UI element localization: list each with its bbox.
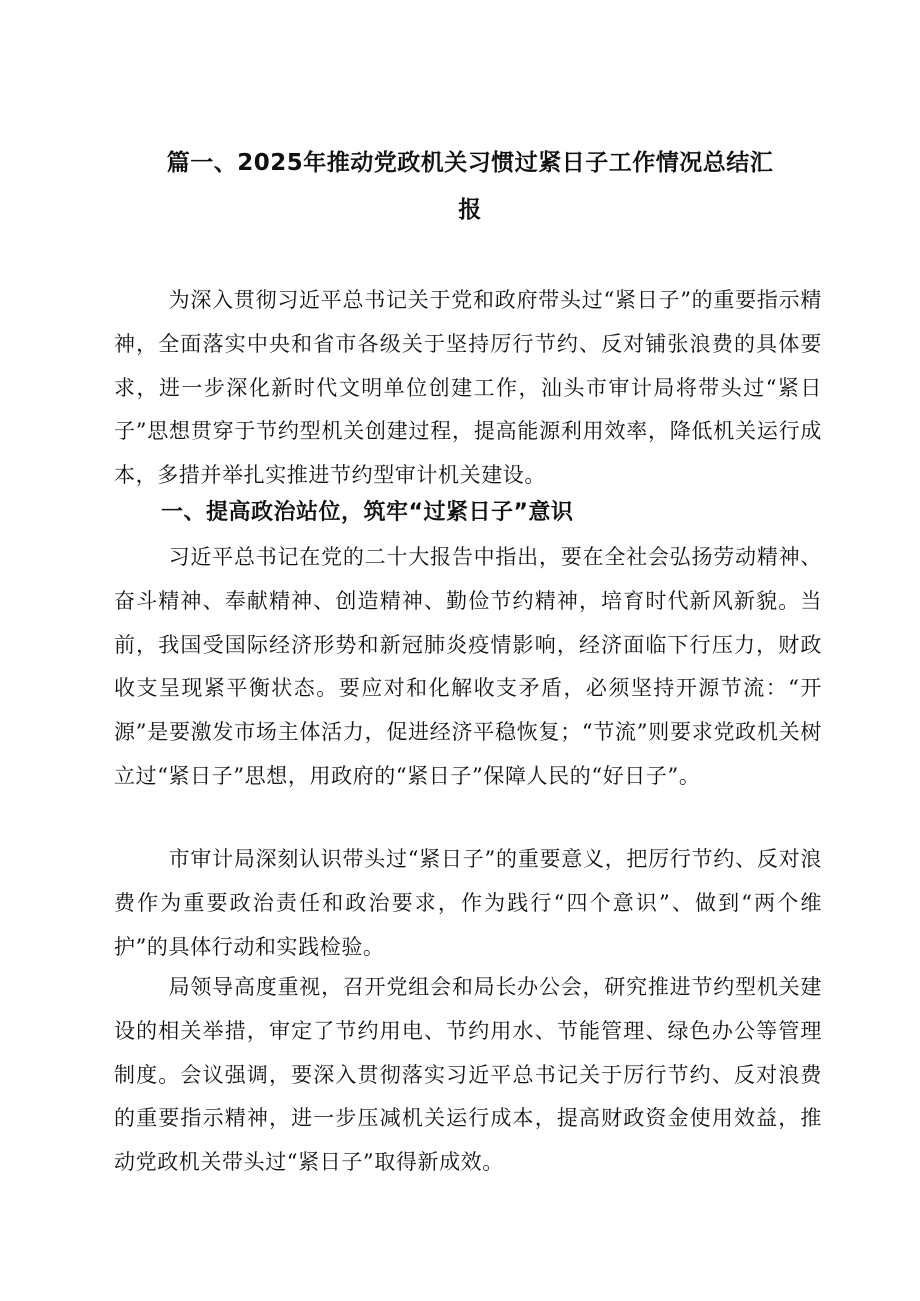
body-paragraph-4: 局领导高度重视，召开党组会和局长办公会，研究推进节约型机关建设的相关举措，审定了节约用电、节约用水、节能管理、绿色办公等管理制度。会议强调，要深入贯彻落实习近平总书记关于厉行节约、反对浪费的重要指示精神，进一步压减机关运行成本，提高财政资金使用效益，推动党政机关带头过“紧日子”取得新成效。 xyxy=(114,975,822,1175)
body-paragraph-3: 市审计局深刻认识带头过“紧日子”的重要意义，把厉行节约、反对浪费作为重要政治责任和政治要求，作为践行“四个意识”、做到“两个维护”的具体行动和实践检验。 xyxy=(114,847,822,959)
body-paragraph-2: 习近平总书记在党的二十大报告中指出，要在全社会弘扬劳动精神、奋斗精神、奉献精神、创造精神、勤俭节约精神，培育时代新风新貌。当前，我国受国际经济形势和新冠肺炎疫情影响，经济面临下行压力，财政收支呈现紧平衡状态。要应对和化解收支矛盾，必须坚持开源节流：“开源”是要激发市场主体活力，促进经济平稳恢复；“节流”则要求党政机关树立过“紧日子”思想，用政府的“紧日子”保障人民的“好日子”。 xyxy=(114,545,822,788)
document-title-line-1: 篇一、2025年推动党政机关习惯过紧日子工作情况总结汇 xyxy=(166,150,774,176)
section-heading-1: 一、提高政治站位，筑牢“过紧日子”意识 xyxy=(161,500,574,525)
document-title-line-2: 报 xyxy=(458,197,482,223)
intro-paragraph: 为深入贯彻习近平总书记关于党和政府带头过“紧日子”的重要指示精神，全面落实中央和省市各级关于坚持厉行节约、反对铺张浪费的具体要求，进一步深化新时代文明单位创建工作，汕头市审计局将带头过“紧日子”思想贯穿于节约型机关创建过程，提高能源利用效率，降低机关运行成本，多措并举扎实推进节约型审计机关建设。 xyxy=(114,288,822,488)
